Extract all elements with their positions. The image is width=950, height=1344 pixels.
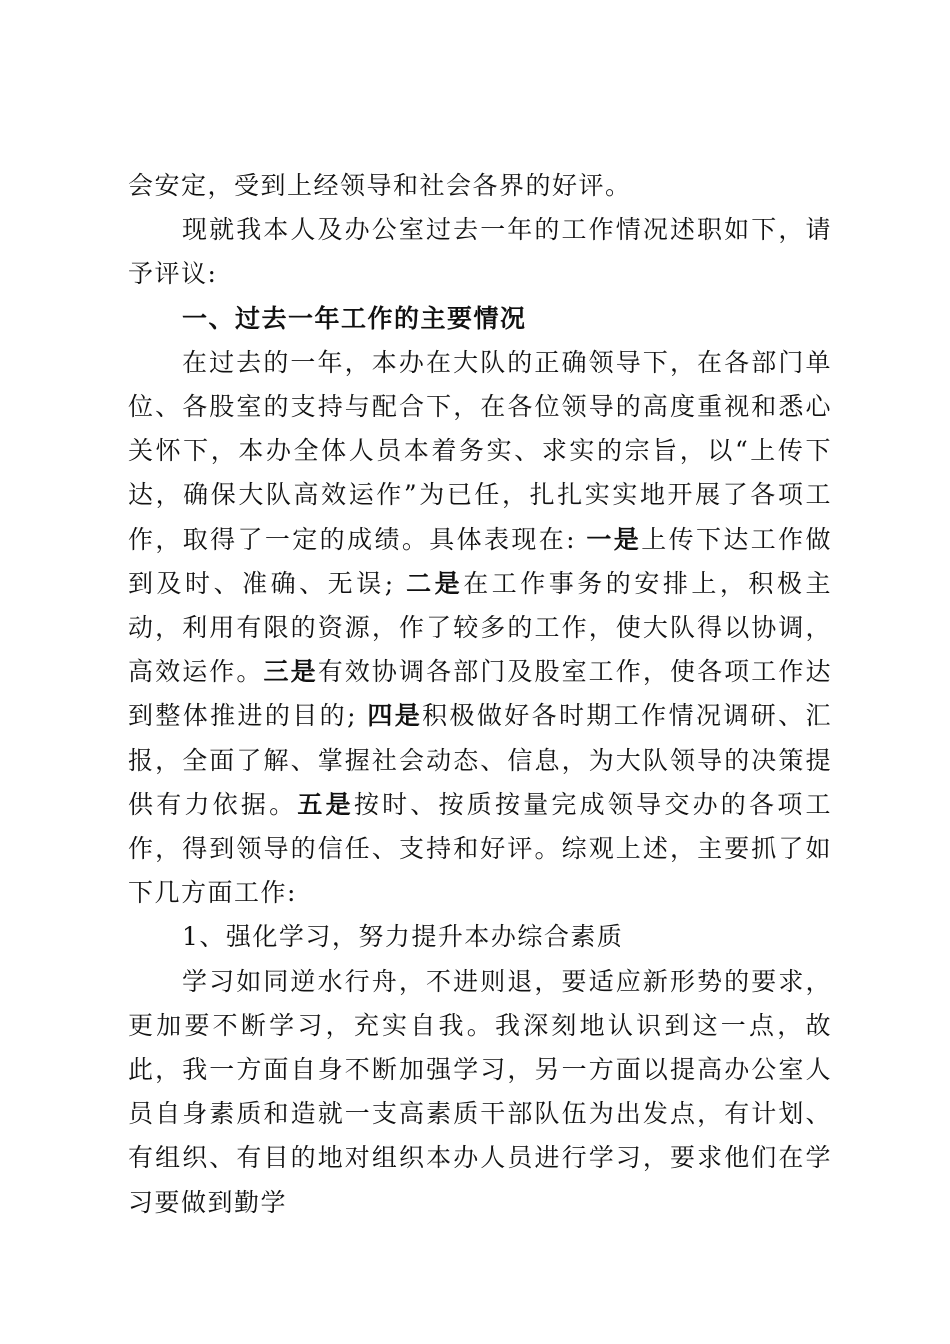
paragraph-achievements — [128, 341, 832, 916]
point-3-label: 三是 — [263, 657, 318, 687]
achievements-intro: 在过去的一年，本办在大队的正确领导下，在各部门单位、各股室的支持与配合下，在各位领导的高度重视和悉心关怀下，本办全体人员本着务实、求实的宗旨，以“上传下达，确保大队高效运作”为已任，扎扎实实地开展了各项工作，取得了一定的成绩。具体表现在: — [128, 347, 832, 554]
point-4-label: 四是 — [367, 701, 423, 731]
subsection-heading: 1、强化学习，努力提升本办综合素质 — [182, 922, 624, 952]
paragraph-continuation: 会安定，受到上经领导和社会各界的好评。 — [128, 171, 632, 200]
point-2-text: 在工作事务的安排上，积极主动，利用有限的资源，作了较多的工作，使大队得以协调，高效运作。 — [128, 568, 832, 687]
document-body — [128, 164, 832, 1225]
paragraph-study: 学习如同逆水行舟，不进则退，要适应新形势的要求，更加要不断学习，充实自我。我深刻地认识到这一点，故此，我一方面自身不断加强学习，另一方面以提高办公室人员自身素质和造就一支高素质干部队伍为出发点，有计划、有组织、有目的地对组织本办人员进行学习，要求他们在学习要做到勤学 — [128, 966, 832, 1217]
point-5-text: 按时、按质按量完成领导交办的各项工作，得到领导的信任、支持和好评。综观上述，主要抓了如下几方面工作: — [128, 789, 832, 908]
point-2-label: 二是 — [406, 568, 464, 598]
point-3-text: 有效协调各部门及股室工作，使各项工作达到整体推进的目的; — [128, 657, 832, 731]
paragraph-intro: 现就我本人及办公室过去一年的工作情况述职如下，请予评议: — [128, 215, 832, 289]
point-1-label: 一是 — [586, 524, 642, 554]
point-4-text: 积极做好各时期工作情况调研、汇报，全面了解、掌握社会动态、信息，为大队领导的决策提供有力依据。 — [128, 701, 832, 819]
point-5-label: 五是 — [297, 789, 354, 819]
point-1-text: 上传下达工作做到及时、准确、无误; — [128, 524, 832, 598]
section-heading: 一、过去一年工作的主要情况 — [182, 303, 527, 333]
